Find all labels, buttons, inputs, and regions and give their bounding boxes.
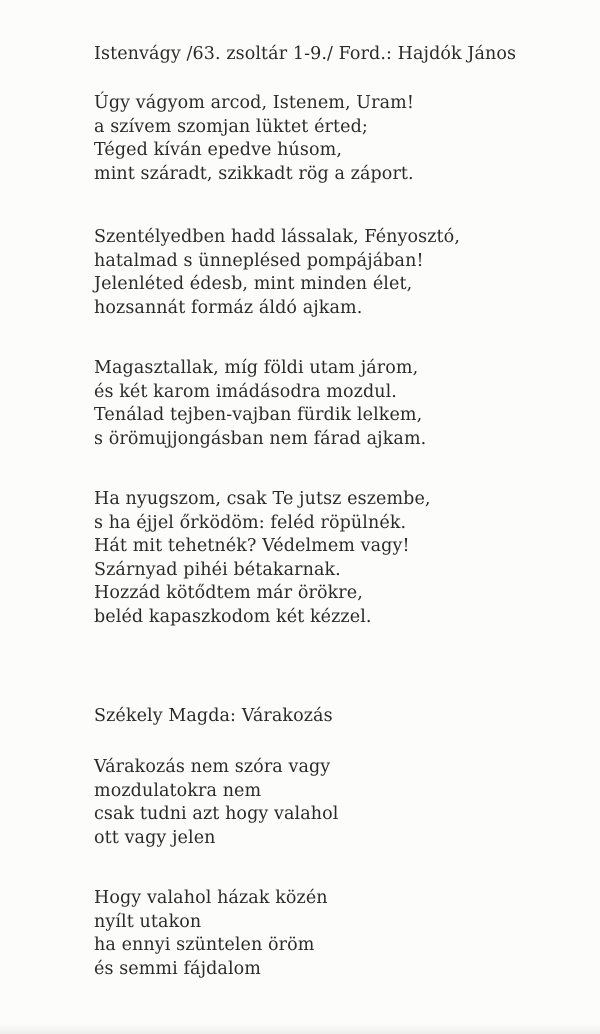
poem-1-stanza-2: [94, 226, 460, 320]
poem-line: Hogy valahol házak közén: [94, 888, 328, 908]
poem-line: Hát mit tehetnék? Védelmem vagy!: [94, 536, 410, 557]
poem-line: hatalmad s ünneplésed pompájában!: [94, 250, 424, 271]
poem-line: a szívem szomjan lüktet érted;: [94, 116, 368, 137]
poem-line: mint száradt, szikkadt rög a záport.: [94, 163, 414, 184]
poem-line: Szárnyad pihéi bétakarnak.: [94, 559, 341, 580]
poem-line: Várakozás nem szóra vagy: [94, 757, 331, 777]
poem-1-title: Istenvágy /63. zsoltár 1-9./ Ford.: Hajdók János: [94, 44, 517, 64]
poem-line: Tenálad tejben-vajban fürdik lelkem,: [94, 405, 423, 426]
poem-2-title: Székely Magda: Várakozás: [94, 706, 333, 726]
poem-line: csak tudni azt hogy valahol: [94, 804, 339, 825]
poem-line: ott vagy jelen: [94, 827, 216, 848]
poem-1-stanza-4: [94, 488, 431, 630]
poem-line: és két karom imádásodra mozdul.: [94, 381, 397, 402]
poem-line: nyílt utakon: [94, 911, 202, 932]
poem-line: Jelenléted édesb, mint minden élet,: [94, 274, 413, 295]
poem-line: hozsannát formáz áldó ajkam.: [94, 297, 363, 318]
poem-line: Úgy vágyom arcod, Istenem, Uram!: [94, 93, 414, 113]
poem-line: beléd kapaszkodom két kézzel.: [94, 606, 372, 627]
poem-1-stanza-1: [94, 92, 414, 186]
poem-line: s ha éjjel őrködöm: feléd röpülnék.: [94, 512, 407, 533]
poem-line: Szentélyedben hadd lássalak, Fényosztó,: [94, 227, 460, 247]
poem-line: Magasztallak, míg földi utam járom,: [94, 358, 419, 378]
poem-1-stanza-3: [94, 357, 426, 451]
poem-line: Téged kíván epedve húsom,: [94, 140, 342, 161]
poem-line: ha ennyi szüntelen öröm: [94, 935, 315, 956]
poem-line: és semmi fájdalom: [94, 958, 261, 979]
poem-line: Ha nyugszom, csak Te jutsz eszembe,: [94, 489, 431, 509]
page-bottom-edge: [0, 1024, 600, 1034]
poem-2-stanza-2: [94, 887, 328, 981]
poem-line: mozdulatokra nem: [94, 780, 262, 801]
poem-2-stanza-1: [94, 756, 338, 850]
poem-line: s örömujjongásban nem fárad ajkam.: [94, 428, 427, 449]
poem-line: Hozzád kötődtem már örökre,: [94, 583, 363, 604]
